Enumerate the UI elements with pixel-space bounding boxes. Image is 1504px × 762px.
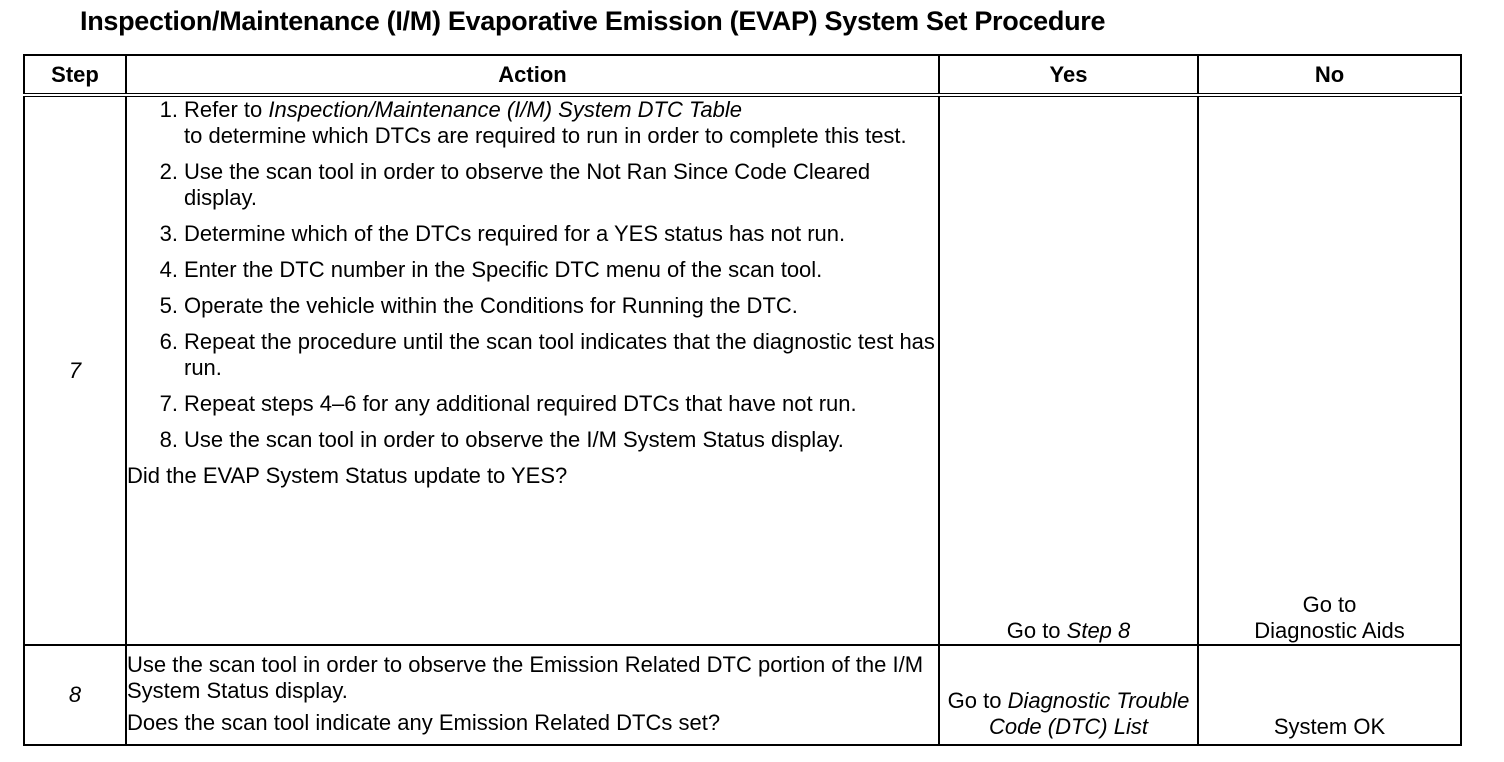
item-number: 7. <box>159 391 178 416</box>
item-number: 4. <box>159 257 178 282</box>
no-target[interactable]: Diagnostic Aids <box>1254 618 1405 643</box>
step-question: Does the scan tool indicate any Emission Related DTCs set? <box>127 710 721 735</box>
list-item <box>159 159 938 211</box>
yes-step-link[interactable]: Step 8 <box>1066 618 1131 643</box>
item-number: 6. <box>159 329 178 354</box>
item-text: Use the scan tool in order to observe the Not Ran Since Code Cleared display. <box>184 159 871 210</box>
header-yes: Yes <box>939 55 1198 95</box>
list-item <box>159 391 938 417</box>
procedure-table <box>23 54 1462 746</box>
item-number: 2. <box>159 159 178 184</box>
item-text: Repeat the procedure until the scan tool indicates that the diagnostic test has run. <box>184 329 935 380</box>
step-question: Did the EVAP System Status update to YES? <box>127 463 568 488</box>
table-row-step-7 <box>24 95 1461 645</box>
step-number: 7 <box>24 95 126 645</box>
item-text: Use the scan tool in order to observe the I/M System Status display. <box>184 427 844 452</box>
yes-text: Go to <box>1006 618 1067 643</box>
yes-text: Go to <box>947 688 1008 713</box>
item-text: Refer to <box>184 97 269 122</box>
item-text: Repeat steps 4–6 for any additional required DTCs that have not run. <box>184 391 857 416</box>
item-text: to determine which DTCs are required to run in order to complete this test. <box>184 123 907 148</box>
step-number: 8 <box>24 645 126 745</box>
step-text: Use the scan tool in order to observe the Emission Related DTC portion of the I/M System Status display. <box>127 652 924 703</box>
no-result <box>1198 95 1461 645</box>
yes-dtc-list-link[interactable]: Diagnostic Trouble Code (DTC) List <box>989 688 1190 739</box>
no-result: System OK <box>1198 645 1461 745</box>
no-text: Go to <box>1302 592 1357 617</box>
list-item <box>159 97 938 149</box>
item-number: 3. <box>159 221 178 246</box>
list-item <box>159 293 938 319</box>
action-steps-list <box>127 97 938 453</box>
item-text: Operate the vehicle within the Conditions for Running the DTC. <box>184 293 798 318</box>
item-reference: Inspection/Maintenance (I/M) System DTC Table <box>268 97 742 122</box>
table-row-step-8 <box>24 645 1461 745</box>
page-title: Inspection/Maintenance (I/M) Evaporative Emission (EVAP) System Set Procedure <box>80 6 1106 36</box>
list-item <box>159 257 938 283</box>
item-text: Enter the DTC number in the Specific DTC menu of the scan tool. <box>184 257 823 282</box>
list-item <box>159 427 938 453</box>
item-text: Determine which of the DTCs required for a YES status has not run. <box>184 221 846 246</box>
header-no: No <box>1198 55 1461 95</box>
list-item <box>159 329 938 381</box>
header-action: Action <box>126 55 939 95</box>
action-cell <box>126 645 939 745</box>
list-item <box>159 221 938 247</box>
item-number: 1. <box>159 97 178 122</box>
table-header-row <box>24 55 1461 95</box>
action-cell <box>126 95 939 645</box>
yes-result <box>939 645 1198 745</box>
item-number: 8. <box>159 427 178 452</box>
yes-result <box>939 95 1198 645</box>
item-number: 5. <box>159 293 178 318</box>
header-step: Step <box>24 55 126 95</box>
